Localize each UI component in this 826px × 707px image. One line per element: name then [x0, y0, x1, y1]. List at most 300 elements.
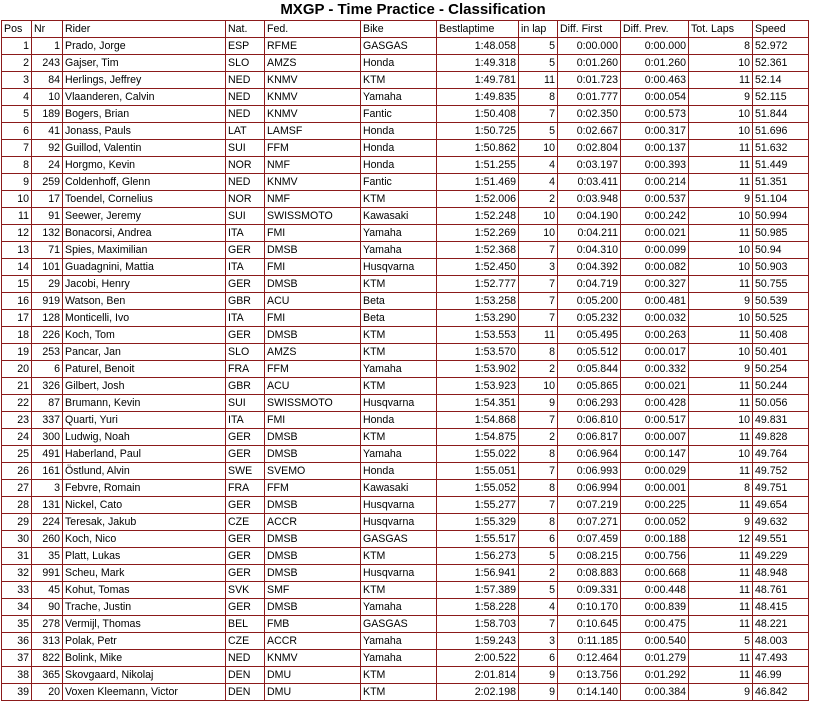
cell-diff-first: 0:04.211 [558, 225, 621, 242]
cell-tot-laps: 11 [689, 667, 753, 684]
cell-rider: Trache, Justin [63, 599, 226, 616]
cell-pos: 5 [2, 106, 32, 123]
cell-bestlaptime: 1:52.777 [437, 276, 519, 293]
cell-tot-laps: 10 [689, 123, 753, 140]
cell-rider: Nickel, Cato [63, 497, 226, 514]
cell-rider: Coldenhoff, Glenn [63, 174, 226, 191]
cell-nat: ITA [226, 310, 265, 327]
cell-speed: 50.056 [753, 395, 809, 412]
cell-fed: NMF [265, 157, 361, 174]
cell-nr: 24 [32, 157, 63, 174]
cell-bestlaptime: 1:49.318 [437, 55, 519, 72]
cell-bestlaptime: 1:52.368 [437, 242, 519, 259]
cell-diff-first: 0:09.331 [558, 582, 621, 599]
cell-tot-laps: 9 [689, 684, 753, 701]
cell-diff-prev: 0:00.839 [621, 599, 689, 616]
table-row [2, 72, 809, 89]
cell-pos: 13 [2, 242, 32, 259]
table-row [2, 259, 809, 276]
cell-bestlaptime: 1:50.408 [437, 106, 519, 123]
cell-speed: 50.244 [753, 378, 809, 395]
table-row [2, 395, 809, 412]
cell-pos: 20 [2, 361, 32, 378]
cell-nr: 10 [32, 89, 63, 106]
cell-tot-laps: 10 [689, 106, 753, 123]
cell-tot-laps: 12 [689, 531, 753, 548]
cell-in-lap: 8 [519, 344, 558, 361]
cell-in-lap: 5 [519, 548, 558, 565]
cell-bike: Husqvarna [361, 395, 437, 412]
cell-diff-first: 0:06.817 [558, 429, 621, 446]
cell-pos: 22 [2, 395, 32, 412]
cell-diff-first: 0:01.260 [558, 55, 621, 72]
cell-pos: 14 [2, 259, 32, 276]
cell-pos: 26 [2, 463, 32, 480]
cell-tot-laps: 11 [689, 565, 753, 582]
cell-in-lap: 7 [519, 293, 558, 310]
cell-bestlaptime: 1:50.725 [437, 123, 519, 140]
cell-rider: Bonacorsi, Andrea [63, 225, 226, 242]
cell-diff-first: 0:13.756 [558, 667, 621, 684]
cell-in-lap: 4 [519, 599, 558, 616]
cell-diff-prev: 0:00.007 [621, 429, 689, 446]
cell-bestlaptime: 1:52.006 [437, 191, 519, 208]
cell-bestlaptime: 1:51.255 [437, 157, 519, 174]
cell-speed: 49.751 [753, 480, 809, 497]
cell-diff-prev: 0:00.052 [621, 514, 689, 531]
cell-speed: 51.104 [753, 191, 809, 208]
column-header-nr: Nr [32, 21, 63, 38]
cell-diff-prev: 0:00.137 [621, 140, 689, 157]
header-row [2, 21, 809, 38]
cell-rider: Spies, Maximilian [63, 242, 226, 259]
cell-fed: FMB [265, 616, 361, 633]
cell-diff-first: 0:05.865 [558, 378, 621, 395]
cell-nat: SUI [226, 208, 265, 225]
cell-pos: 4 [2, 89, 32, 106]
cell-nr: 259 [32, 174, 63, 191]
cell-bestlaptime: 1:53.902 [437, 361, 519, 378]
cell-nat: GBR [226, 293, 265, 310]
cell-rider: Prado, Jorge [63, 38, 226, 55]
cell-diff-first: 0:06.293 [558, 395, 621, 412]
table-row [2, 293, 809, 310]
cell-nr: 919 [32, 293, 63, 310]
cell-nat: DEN [226, 667, 265, 684]
cell-in-lap: 10 [519, 225, 558, 242]
cell-bike: Beta [361, 293, 437, 310]
cell-pos: 31 [2, 548, 32, 565]
cell-speed: 52.14 [753, 72, 809, 89]
cell-in-lap: 7 [519, 616, 558, 633]
cell-tot-laps: 11 [689, 174, 753, 191]
cell-bike: GASGAS [361, 616, 437, 633]
cell-diff-prev: 0:00.032 [621, 310, 689, 327]
cell-in-lap: 7 [519, 310, 558, 327]
cell-nr: 1 [32, 38, 63, 55]
cell-diff-prev: 0:00.756 [621, 548, 689, 565]
cell-in-lap: 4 [519, 174, 558, 191]
cell-nr: 822 [32, 650, 63, 667]
cell-bike: Honda [361, 140, 437, 157]
table-row [2, 89, 809, 106]
table-row [2, 225, 809, 242]
cell-fed: ACU [265, 378, 361, 395]
cell-diff-first: 0:02.804 [558, 140, 621, 157]
cell-diff-prev: 0:00.384 [621, 684, 689, 701]
cell-tot-laps: 11 [689, 140, 753, 157]
cell-in-lap: 11 [519, 327, 558, 344]
cell-bestlaptime: 1:53.923 [437, 378, 519, 395]
cell-nr: 87 [32, 395, 63, 412]
cell-bike: GASGAS [361, 38, 437, 55]
cell-fed: DMSB [265, 276, 361, 293]
cell-diff-prev: 0:01.292 [621, 667, 689, 684]
cell-speed: 50.994 [753, 208, 809, 225]
cell-fed: KNMV [265, 174, 361, 191]
cell-bike: Fantic [361, 106, 437, 123]
cell-nat: LAT [226, 123, 265, 140]
cell-rider: Polak, Petr [63, 633, 226, 650]
cell-pos: 17 [2, 310, 32, 327]
table-row [2, 38, 809, 55]
cell-diff-first: 0:05.232 [558, 310, 621, 327]
cell-fed: ACCR [265, 514, 361, 531]
cell-rider: Paturel, Benoit [63, 361, 226, 378]
cell-nr: 131 [32, 497, 63, 514]
cell-in-lap: 6 [519, 650, 558, 667]
cell-pos: 33 [2, 582, 32, 599]
cell-speed: 49.752 [753, 463, 809, 480]
page-title: MXGP - Time Practice - Classification [280, 1, 546, 18]
cell-diff-first: 0:06.964 [558, 446, 621, 463]
table-row [2, 310, 809, 327]
cell-pos: 16 [2, 293, 32, 310]
cell-nat: GER [226, 548, 265, 565]
cell-pos: 37 [2, 650, 32, 667]
cell-bestlaptime: 1:49.781 [437, 72, 519, 89]
cell-nr: 132 [32, 225, 63, 242]
cell-pos: 2 [2, 55, 32, 72]
cell-nr: 260 [32, 531, 63, 548]
cell-speed: 51.351 [753, 174, 809, 191]
cell-diff-prev: 0:00.317 [621, 123, 689, 140]
cell-tot-laps: 11 [689, 548, 753, 565]
cell-bestlaptime: 1:55.517 [437, 531, 519, 548]
cell-bestlaptime: 1:56.273 [437, 548, 519, 565]
column-header-speed: Speed [753, 21, 809, 38]
cell-in-lap: 5 [519, 38, 558, 55]
cell-fed: FMI [265, 412, 361, 429]
cell-rider: Brumann, Kevin [63, 395, 226, 412]
cell-nr: 365 [32, 667, 63, 684]
cell-tot-laps: 10 [689, 310, 753, 327]
cell-rider: Watson, Ben [63, 293, 226, 310]
table-row [2, 327, 809, 344]
cell-nr: 29 [32, 276, 63, 293]
cell-diff-first: 0:04.190 [558, 208, 621, 225]
cell-speed: 51.449 [753, 157, 809, 174]
cell-fed: DMSB [265, 599, 361, 616]
cell-tot-laps: 11 [689, 599, 753, 616]
cell-diff-first: 0:03.411 [558, 174, 621, 191]
cell-diff-prev: 0:00.021 [621, 225, 689, 242]
cell-speed: 50.985 [753, 225, 809, 242]
cell-diff-prev: 0:00.082 [621, 259, 689, 276]
cell-nat: NED [226, 650, 265, 667]
cell-tot-laps: 9 [689, 293, 753, 310]
cell-tot-laps: 10 [689, 242, 753, 259]
cell-bike: KTM [361, 684, 437, 701]
cell-tot-laps: 10 [689, 55, 753, 72]
cell-bike: KTM [361, 582, 437, 599]
cell-nat: NED [226, 72, 265, 89]
cell-nat: CZE [226, 633, 265, 650]
cell-nat: NOR [226, 191, 265, 208]
cell-nat: ESP [226, 38, 265, 55]
cell-bike: KTM [361, 191, 437, 208]
cell-pos: 36 [2, 633, 32, 650]
cell-nr: 6 [32, 361, 63, 378]
cell-speed: 52.972 [753, 38, 809, 55]
cell-nat: GER [226, 446, 265, 463]
cell-diff-first: 0:03.948 [558, 191, 621, 208]
table-row [2, 514, 809, 531]
cell-bike: Husqvarna [361, 497, 437, 514]
cell-in-lap: 7 [519, 276, 558, 293]
cell-tot-laps: 11 [689, 157, 753, 174]
cell-nr: 35 [32, 548, 63, 565]
table-row [2, 276, 809, 293]
cell-speed: 50.755 [753, 276, 809, 293]
cell-diff-prev: 0:00.332 [621, 361, 689, 378]
cell-speed: 47.493 [753, 650, 809, 667]
cell-tot-laps: 11 [689, 378, 753, 395]
cell-diff-prev: 0:00.054 [621, 89, 689, 106]
cell-diff-first: 0:14.140 [558, 684, 621, 701]
cell-diff-prev: 0:00.242 [621, 208, 689, 225]
cell-rider: Koch, Tom [63, 327, 226, 344]
table-row [2, 463, 809, 480]
cell-bike: Fantic [361, 174, 437, 191]
cell-fed: DMSB [265, 565, 361, 582]
cell-speed: 46.99 [753, 667, 809, 684]
cell-speed: 49.831 [753, 412, 809, 429]
table-row [2, 429, 809, 446]
cell-speed: 52.361 [753, 55, 809, 72]
cell-nr: 243 [32, 55, 63, 72]
table-row [2, 599, 809, 616]
cell-fed: LAMSF [265, 123, 361, 140]
column-header-nat: Nat. [226, 21, 265, 38]
cell-diff-prev: 0:00.517 [621, 412, 689, 429]
cell-nat: ITA [226, 225, 265, 242]
cell-tot-laps: 10 [689, 446, 753, 463]
cell-diff-prev: 0:00.000 [621, 38, 689, 55]
cell-diff-first: 0:00.000 [558, 38, 621, 55]
cell-pos: 18 [2, 327, 32, 344]
cell-fed: AMZS [265, 344, 361, 361]
cell-in-lap: 3 [519, 259, 558, 276]
table-row [2, 174, 809, 191]
cell-speed: 49.551 [753, 531, 809, 548]
cell-tot-laps: 9 [689, 514, 753, 531]
cell-bestlaptime: 1:59.243 [437, 633, 519, 650]
cell-fed: DMU [265, 667, 361, 684]
cell-nr: 45 [32, 582, 63, 599]
cell-bestlaptime: 1:52.450 [437, 259, 519, 276]
table-row [2, 378, 809, 395]
cell-bestlaptime: 1:53.258 [437, 293, 519, 310]
cell-pos: 19 [2, 344, 32, 361]
table-row [2, 684, 809, 701]
table-row [2, 344, 809, 361]
cell-bestlaptime: 1:54.875 [437, 429, 519, 446]
cell-speed: 51.844 [753, 106, 809, 123]
cell-nat: NOR [226, 157, 265, 174]
cell-speed: 50.254 [753, 361, 809, 378]
cell-tot-laps: 11 [689, 72, 753, 89]
table-row [2, 140, 809, 157]
cell-diff-prev: 0:00.099 [621, 242, 689, 259]
cell-diff-first: 0:12.464 [558, 650, 621, 667]
cell-nat: BEL [226, 616, 265, 633]
cell-in-lap: 10 [519, 208, 558, 225]
table-row [2, 548, 809, 565]
table-row [2, 616, 809, 633]
cell-speed: 49.764 [753, 446, 809, 463]
table-row [2, 208, 809, 225]
cell-bike: KTM [361, 276, 437, 293]
cell-tot-laps: 11 [689, 225, 753, 242]
cell-pos: 15 [2, 276, 32, 293]
cell-bike: Yamaha [361, 242, 437, 259]
cell-tot-laps: 11 [689, 276, 753, 293]
cell-nr: 20 [32, 684, 63, 701]
cell-bestlaptime: 1:52.248 [437, 208, 519, 225]
cell-tot-laps: 11 [689, 463, 753, 480]
cell-diff-first: 0:03.197 [558, 157, 621, 174]
cell-speed: 48.221 [753, 616, 809, 633]
cell-nat: NED [226, 174, 265, 191]
cell-fed: SWISSMOTO [265, 395, 361, 412]
cell-pos: 12 [2, 225, 32, 242]
cell-diff-first: 0:10.170 [558, 599, 621, 616]
cell-bike: KTM [361, 344, 437, 361]
cell-diff-first: 0:05.844 [558, 361, 621, 378]
cell-diff-first: 0:05.200 [558, 293, 621, 310]
cell-bestlaptime: 1:53.290 [437, 310, 519, 327]
table-row [2, 480, 809, 497]
cell-bike: KTM [361, 378, 437, 395]
cell-diff-prev: 0:00.021 [621, 378, 689, 395]
cell-diff-prev: 0:00.225 [621, 497, 689, 514]
column-header-in-lap: in lap [519, 21, 558, 38]
cell-fed: ACU [265, 293, 361, 310]
cell-rider: Monticelli, Ivo [63, 310, 226, 327]
cell-rider: Seewer, Jeremy [63, 208, 226, 225]
cell-fed: FFM [265, 480, 361, 497]
table-row [2, 650, 809, 667]
cell-diff-prev: 0:00.428 [621, 395, 689, 412]
cell-diff-prev: 0:00.573 [621, 106, 689, 123]
cell-pos: 10 [2, 191, 32, 208]
cell-diff-first: 0:02.667 [558, 123, 621, 140]
cell-pos: 3 [2, 72, 32, 89]
cell-diff-first: 0:06.810 [558, 412, 621, 429]
cell-rider: Vlaanderen, Calvin [63, 89, 226, 106]
cell-bike: Honda [361, 157, 437, 174]
cell-speed: 50.525 [753, 310, 809, 327]
cell-pos: 34 [2, 599, 32, 616]
cell-pos: 23 [2, 412, 32, 429]
cell-pos: 1 [2, 38, 32, 55]
cell-bike: Kawasaki [361, 208, 437, 225]
column-header-rider: Rider [63, 21, 226, 38]
cell-pos: 24 [2, 429, 32, 446]
cell-pos: 9 [2, 174, 32, 191]
cell-bike: Yamaha [361, 650, 437, 667]
cell-rider: Quarti, Yuri [63, 412, 226, 429]
cell-in-lap: 7 [519, 497, 558, 514]
cell-bestlaptime: 2:01.814 [437, 667, 519, 684]
cell-bestlaptime: 1:55.052 [437, 480, 519, 497]
cell-rider: Haberland, Paul [63, 446, 226, 463]
cell-rider: Herlings, Jeffrey [63, 72, 226, 89]
cell-diff-prev: 0:00.481 [621, 293, 689, 310]
cell-pos: 30 [2, 531, 32, 548]
cell-diff-first: 0:01.723 [558, 72, 621, 89]
cell-nr: 101 [32, 259, 63, 276]
cell-nat: SUI [226, 395, 265, 412]
cell-rider: Jonass, Pauls [63, 123, 226, 140]
cell-nat: ITA [226, 259, 265, 276]
cell-diff-prev: 0:00.463 [621, 72, 689, 89]
cell-fed: FMI [265, 310, 361, 327]
cell-fed: ACCR [265, 633, 361, 650]
cell-speed: 48.948 [753, 565, 809, 582]
cell-nat: GER [226, 242, 265, 259]
column-header-diff-first: Diff. First [558, 21, 621, 38]
cell-nat: GER [226, 497, 265, 514]
cell-pos: 7 [2, 140, 32, 157]
cell-bestlaptime: 2:02.198 [437, 684, 519, 701]
cell-bestlaptime: 1:58.703 [437, 616, 519, 633]
cell-bike: KTM [361, 327, 437, 344]
cell-pos: 29 [2, 514, 32, 531]
cell-fed: NMF [265, 191, 361, 208]
cell-diff-prev: 0:00.448 [621, 582, 689, 599]
cell-bike: Honda [361, 412, 437, 429]
cell-diff-first: 0:10.645 [558, 616, 621, 633]
cell-diff-prev: 0:00.029 [621, 463, 689, 480]
cell-diff-prev: 0:00.001 [621, 480, 689, 497]
cell-nat: GER [226, 565, 265, 582]
cell-diff-first: 0:08.883 [558, 565, 621, 582]
cell-diff-prev: 0:00.537 [621, 191, 689, 208]
cell-rider: Voxen Kleemann, Victor [63, 684, 226, 701]
cell-bike: GASGAS [361, 531, 437, 548]
table-row [2, 412, 809, 429]
cell-diff-first: 0:01.777 [558, 89, 621, 106]
cell-bike: Honda [361, 123, 437, 140]
cell-diff-prev: 0:00.263 [621, 327, 689, 344]
cell-pos: 35 [2, 616, 32, 633]
cell-diff-first: 0:05.512 [558, 344, 621, 361]
table-row [2, 242, 809, 259]
cell-rider: Koch, Nico [63, 531, 226, 548]
cell-bestlaptime: 1:54.351 [437, 395, 519, 412]
